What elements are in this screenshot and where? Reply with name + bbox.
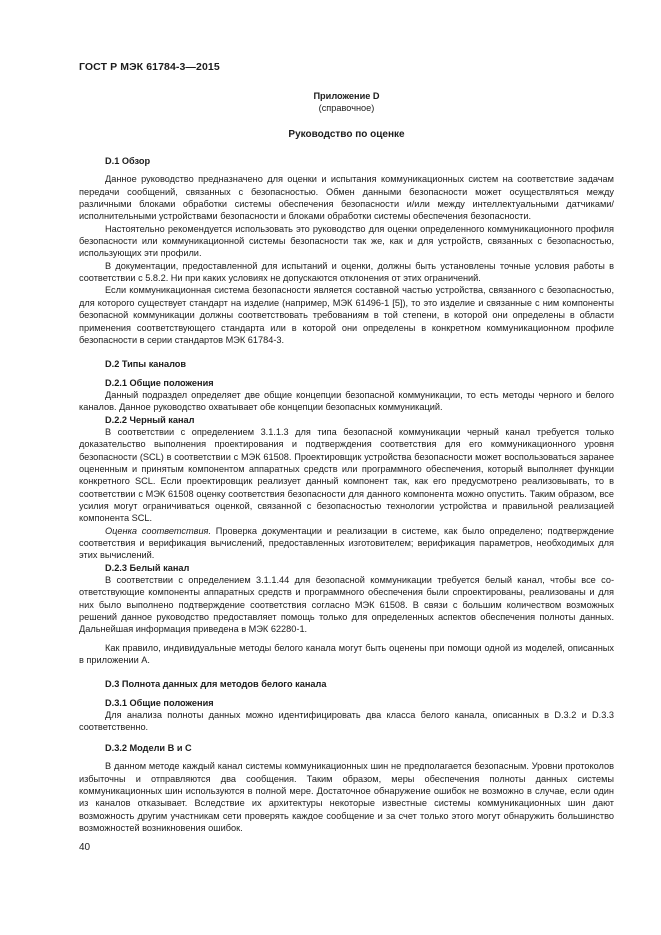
d22-paragraph: В соответствии с определением 3.1.1.3 для типа безопасной коммуникации черный канал требуется только доказательство выполнения проектирования и подтверждения соответствия для его коммуникационного уровня безопасности (SCL) в соответствии с МЭК 61508. Проектировщик устройства безопасности может воспользоваться заранее оцененным и принятым компонентом аппаратных средств или программного обеспечения, который выполняет функции конкретного SCL. Если проектировщик реализует данный компонент так, как его предусмотрено реализовывать, то в соответствии с МЭК 61508 оценку соответствия безопасности для данного компонента можно опустить. Таким образом, все усилия могут ограничиваться оценкой, связанной с безопасностью технологии устройства и правильной реализацией компонента SCL. bbox=[79, 426, 614, 524]
d1-paragraph-3: В документации, предоставленной для испытаний и оценки, должны быть установлены точные условия работы в соответствии с 5.8.2. Ни при каких условиях не допускаются отклонения от этих ограничений. bbox=[79, 260, 614, 284]
d23-paragraph-2: Как правило, индивидуальные методы белого канала могут быть оценены при помощи одной из моделей, описанных в приложении А. bbox=[79, 642, 614, 666]
subsection-d21-heading: D.2.1 Общие положения bbox=[105, 377, 214, 388]
d21-paragraph: Данный подраздел определяет две общие концепции безопасной коммуникации, то есть методы черного и белого каналов. Данное руководство охватывает обе концепции безопасных коммуникаций. bbox=[79, 389, 614, 413]
subsection-d31-heading: D.3.1 Общие положения bbox=[105, 697, 214, 708]
assessment-lead: Оценка соответствия. bbox=[105, 525, 212, 536]
page-content bbox=[79, 90, 614, 834]
section-d1-heading: D.1 Обзор bbox=[105, 156, 151, 167]
d1-paragraph-1: Данное руководство предназначено для оценки и испытания коммуникационных систем на соответствие задачам передачи сообщений, связанных с безопасностью. Обмен данными безопасности может осуществляться между различными блоками обработки системы обеспечения безопасности и/или между интеллектуальными датчиками/исполнительными устройствами безопасности и блоками обработки системы обеспечения безопасности. bbox=[79, 174, 614, 222]
d32-paragraph: В данном методе каждый канал системы коммуникационных шин не предполагается безопасным. Уровни протоколов избыточны и отправляются два сообщения. Таким образом, меры обеспечения полноты данных системы коммуникационных шин используются в полной мере. Достаточное обнаружение ошибок не возможно в случае, если один из каналов отказывает. Вследствие их архитектуры некоторые известные системы коммуникационных шин дают возможность другим участникам сети проверять каждое сообщение и за счет только этого могут обнаружить большинство возможностей возникновения ошибок. bbox=[79, 761, 614, 833]
subsection-d22-heading: D.2.2 Черный канал bbox=[105, 414, 195, 425]
annex-heading: Руководство по оценке bbox=[288, 128, 405, 140]
section-d3-heading: D.3 Полнота данных для методов белого канала bbox=[105, 679, 327, 690]
assessment-text: Проверка документации и реализации в системе, как было определено; подтверждение соответствия и верификация вычислений, предоставленных изготовителем; верификация параметров, необходимых для этих вычислений. bbox=[79, 525, 615, 561]
d1-paragraph-4: Если коммуникационная система безопасности является составной частью устройства, связанного с безопасностью, для которого существует стандарт на изделие (например, МЭК 61496-1 [5]), то это изделие и связанные с ним компоненты безопасной коммуникации должны соответствовать требованиям в той степени, в которой они определены в области применения соответствующего стандарта или в которой они определены в конкретном коммуникационном профиле безопасности в серии стандартов МЭК 61784-3. bbox=[79, 285, 614, 345]
subsection-d23-heading: D.2.3 Белый канал bbox=[105, 562, 190, 573]
standard-header: ГОСТ Р МЭК 61784-3—2015 bbox=[79, 61, 220, 73]
d22-assessment-paragraph bbox=[79, 525, 614, 562]
d31-paragraph: Для анализа полноты данных можно идентифицировать два класса белого канала, описанных в D.3.2 и D.3.3 соответственно. bbox=[79, 710, 614, 733]
d1-paragraph-2: Настоятельно рекомендуется использовать это руководство для оценки определенного коммуникационного профиля безопасности или коммуникационной системы безопасности так же, как и для устройств, связанных с безопасностью, использующих эти профили. bbox=[79, 223, 614, 259]
section-d2-heading: D.2 Типы каналов bbox=[105, 359, 187, 370]
annex-note: (справочное) bbox=[318, 103, 375, 114]
subsection-d32-heading: D.3.2 Модели В и С bbox=[105, 742, 192, 753]
page-number: 40 bbox=[79, 842, 91, 853]
d23-paragraph-1: В соответствии с определением 3.1.1.44 для безопасной коммуникации требуется белый канал, чтобы все соответствующие компоненты аппаратных средств и программного обеспечения были спроектированы, реализованы и для них было выполнено подтверждение соответствия согласно МЭК 61508. В связи с большим количеством возможных решений данное руководство предоставляет помощь только для определенных аспектов обеспечения полноты данных. Дальнейшая информация приведена в МЭК 62280-1. bbox=[79, 575, 614, 635]
annex-title: Приложение D bbox=[313, 91, 380, 101]
